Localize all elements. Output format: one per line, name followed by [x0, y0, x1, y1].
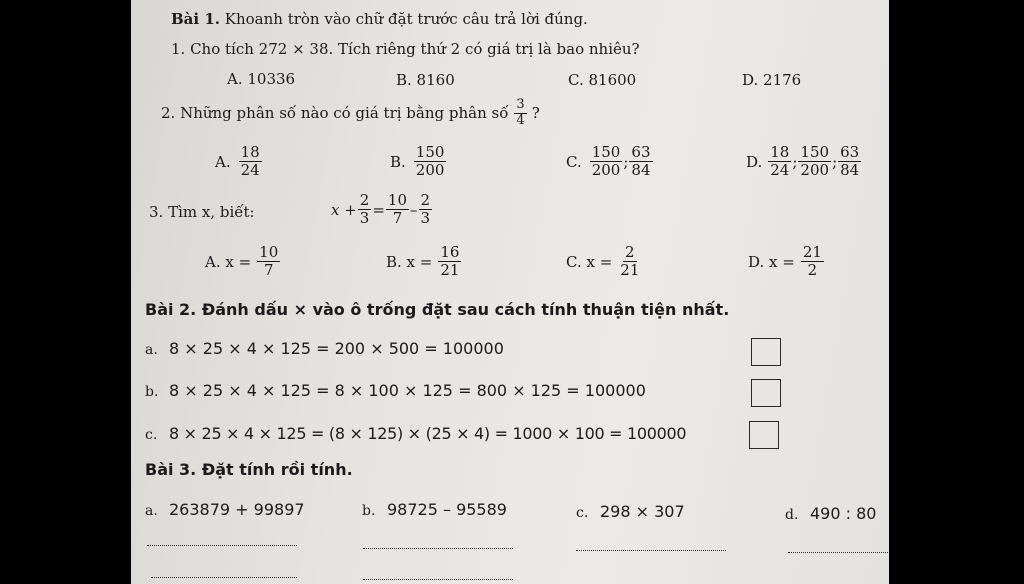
- frac-den: 24: [240, 161, 260, 180]
- q3-option-c-frac: [618, 244, 641, 280]
- frac-den: 3: [359, 209, 370, 228]
- frac-num: 150: [591, 143, 621, 161]
- q3-option-a: [205, 244, 281, 280]
- eq-sign: =: [372, 200, 385, 219]
- q2-option-b: [390, 144, 447, 180]
- q2-option-a-letter: A.: [215, 152, 231, 171]
- answer-line-b-1[interactable]: [363, 548, 513, 549]
- q1-option-b: B. 8160: [396, 71, 455, 89]
- frac-num: 10: [387, 191, 408, 209]
- q2-option-a: [215, 144, 263, 180]
- q3-option-d-frac: [801, 244, 824, 280]
- frac-num: 2: [359, 191, 370, 209]
- q2-option-c-frac-1: [590, 144, 623, 180]
- q2-option-a-frac: [239, 144, 262, 180]
- bai2-title: Bài 2. Đánh dấu × vào ô trống đặt sau cách tính thuận tiện nhất.: [145, 300, 730, 319]
- q2-qmark: ?: [531, 104, 540, 123]
- q2-option-c: [566, 144, 654, 180]
- frac-num: 2: [420, 191, 431, 209]
- q2-option-c-frac-2: [629, 144, 652, 180]
- answer-line-a-2[interactable]: [151, 577, 297, 578]
- bai2-item-b-expr: 8 × 25 × 4 × 125 = 8 × 100 × 125 = 800 × 125 = 100000: [169, 381, 646, 400]
- question-3: 3. Tìm x, biết:: [149, 203, 255, 221]
- frac-den: 84: [631, 161, 651, 180]
- eq-lhs: x +: [331, 200, 357, 219]
- bai3-item-d-expr: 490 : 80: [810, 504, 877, 523]
- separator: ;: [623, 152, 629, 171]
- bai1-label: Bài 1.: [171, 10, 220, 28]
- bai3-item-c-expr: 298 × 307: [600, 502, 685, 521]
- frac-num: 18: [770, 143, 790, 161]
- q3-equation: [331, 192, 433, 228]
- frac-num: 63: [840, 143, 860, 161]
- bai3-item-c-letter: c.: [576, 505, 589, 521]
- frac-den: 7: [392, 209, 403, 228]
- q2-option-d-letter: D.: [746, 152, 763, 171]
- q2-option-d-frac-1: [768, 144, 791, 180]
- bai3-title: Bài 3. Đặt tính rồi tính.: [145, 460, 353, 479]
- frac-num: 150: [415, 143, 445, 161]
- answer-line-a-1[interactable]: [147, 545, 297, 546]
- frac-den: 21: [620, 261, 640, 280]
- q3-option-a-frac: [257, 244, 280, 280]
- bai2-checkbox-b[interactable]: [751, 379, 781, 407]
- q2-fraction-den: 4: [516, 112, 525, 128]
- eq-frac-2: [386, 192, 409, 228]
- bai2-item-c-letter: c.: [145, 427, 158, 443]
- frac-den: 7: [263, 261, 274, 280]
- q2-option-d-frac-3: [838, 144, 861, 180]
- q2-option-b-letter: B.: [390, 152, 406, 171]
- frac-den: 3: [420, 209, 431, 228]
- frac-num: 63: [631, 143, 651, 161]
- frac-num: 2: [625, 243, 635, 261]
- q3-option-b-frac: [438, 244, 461, 280]
- bai3-item-b-expr: 98725 – 95589: [387, 500, 507, 519]
- eq-frac-1: [358, 192, 372, 228]
- q2-option-c-letter: C.: [566, 152, 582, 171]
- question-1: 1. Cho tích 272 × 38. Tích riêng thứ 2 có giá trị là bao nhiêu?: [171, 40, 640, 58]
- q3-option-c-prefix: C. x =: [566, 252, 613, 271]
- frac-num: 21: [802, 243, 822, 261]
- q2-option-b-frac: [414, 144, 447, 180]
- separator: ;: [792, 152, 798, 171]
- frac-num: 18: [240, 143, 260, 161]
- bai2-item-a-letter: a.: [145, 342, 158, 358]
- separator: ;: [832, 152, 838, 171]
- q3-option-a-prefix: A. x =: [205, 252, 252, 271]
- frac-den: 2: [807, 261, 818, 280]
- frac-den: 200: [591, 161, 621, 180]
- q2-option-d-frac-2: [798, 144, 831, 180]
- frac-den: 84: [840, 161, 860, 180]
- bai2-item-c-expr: 8 × 25 × 4 × 125 = (8 × 125) × (25 × 4) = 1000 × 100 = 100000: [169, 424, 687, 443]
- bai2-checkbox-a[interactable]: [751, 338, 781, 366]
- question-2: [161, 98, 540, 129]
- q2-fraction-num: 3: [516, 97, 525, 112]
- frac-den: 24: [770, 161, 790, 180]
- q1-option-d: D. 2176: [742, 71, 802, 89]
- bai3-item-d-letter: d.: [785, 507, 799, 523]
- answer-line-d-1[interactable]: [788, 552, 888, 553]
- bai2-checkbox-c[interactable]: [749, 421, 779, 449]
- q3-option-c: [566, 244, 642, 280]
- answer-line-b-2[interactable]: [363, 579, 513, 580]
- bai3-item-a-letter: a.: [145, 503, 158, 519]
- frac-den: 21: [440, 261, 460, 280]
- q3-option-b: [386, 244, 462, 280]
- answer-line-c-1[interactable]: [576, 550, 726, 551]
- eq-frac-3: [419, 192, 433, 228]
- q2-fraction: [514, 98, 526, 129]
- bai2-item-a-expr: 8 × 25 × 4 × 125 = 200 × 500 = 100000: [169, 339, 504, 358]
- frac-num: 150: [800, 143, 830, 161]
- q3-option-d: [748, 244, 825, 280]
- frac-num: 16: [440, 243, 460, 261]
- worksheet-page: [131, 0, 889, 584]
- bai3-item-b-letter: b.: [362, 503, 376, 519]
- q2-option-d: [746, 144, 862, 180]
- frac-den: 200: [415, 161, 445, 180]
- frac-num: 10: [259, 243, 279, 261]
- bai1-heading: [171, 10, 588, 28]
- q1-option-a: A. 10336: [227, 70, 296, 88]
- q3-option-b-prefix: B. x =: [386, 252, 433, 271]
- q1-option-c: C. 81600: [568, 71, 637, 89]
- frac-den: 200: [800, 161, 830, 180]
- bai1-instruction: Khoanh tròn vào chữ đặt trước câu trả lời đúng.: [224, 10, 588, 28]
- bai2-item-b-letter: b.: [145, 384, 159, 400]
- q2-text: 2. Những phân số nào có giá trị bằng phân số: [161, 104, 509, 123]
- eq-minus: –: [410, 200, 418, 219]
- q3-option-d-prefix: D. x =: [748, 252, 795, 271]
- bai3-item-a-expr: 263879 + 99897: [169, 500, 305, 519]
